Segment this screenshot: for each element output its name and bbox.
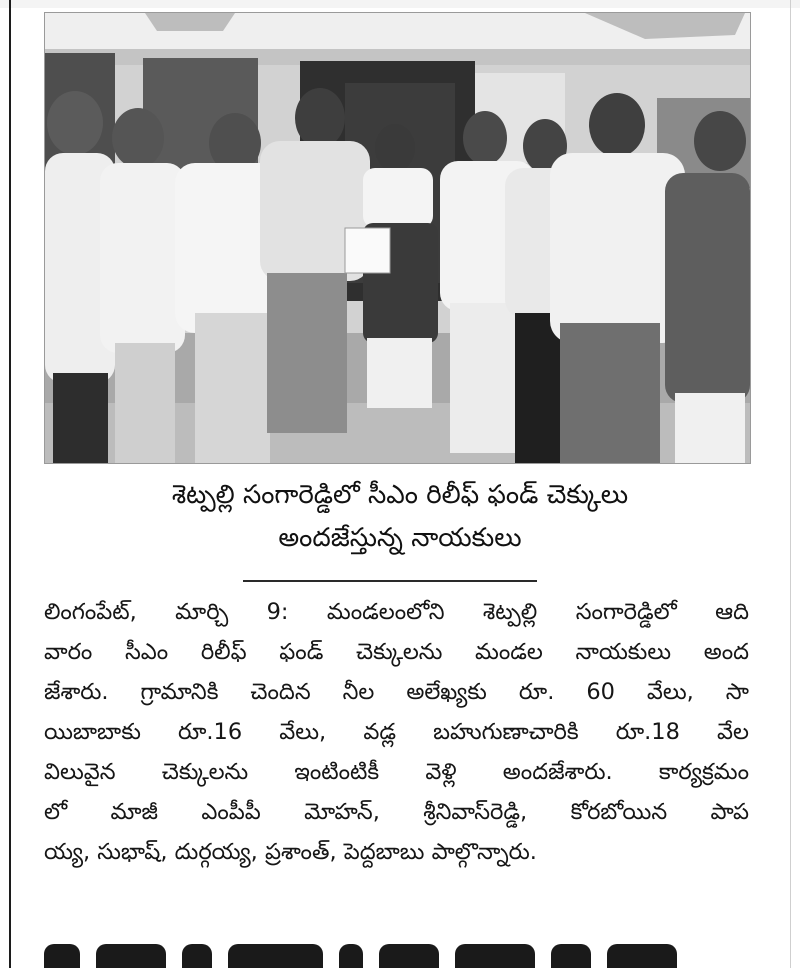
photo-caption-line-1: శెట్పల్లి సంగారెడ్డిలో సీఎం రిలీఫ్ ఫండ్ చెక్కులు xyxy=(171,480,629,510)
next-article-headline-cropped xyxy=(44,934,749,968)
article-body-line: యిబాబాకు రూ.16 వేలు, వడ్ల బహుగుణాచారికి రూ.18 వేల xyxy=(44,719,749,745)
column-right-rule xyxy=(790,0,791,968)
article-body-line: య్య, సుభాష్, దుర్గయ్య, ప్రశాంత్, పెద్దబాబు పాల్గొన్నారు. xyxy=(44,839,537,865)
article-body-line: లింగంపేట్, మార్చి 9: మండలంలోని శెట్పల్లి సంగారెడ్డిలో ఆది xyxy=(44,599,749,625)
article-body xyxy=(44,592,749,872)
article-body-line: విలువైన చెక్కులను ఇంటింటికీ వెళ్లి అందజేశారు. కార్యక్రమం xyxy=(44,759,749,785)
column-left-rule xyxy=(9,0,11,968)
photo-caption-line-2: అందజేస్తున్న నాయకులు xyxy=(278,523,522,553)
article-body-line: వారం సీఎం రిలీఫ్ ఫండ్ చెక్కులను మండల నాయకులు అంద xyxy=(44,639,749,665)
news-photo xyxy=(44,12,751,464)
page-top-edge xyxy=(0,0,800,8)
article-body-line: లో మాజీ ఎంపీపీ మోహన్, శ్రీనివాస్‌రెడ్డి, కోరబోయిన పాప xyxy=(44,799,749,825)
article-body-line: జేశారు. గ్రామానికి చెందిన నీల అలేఖ్యకు రూ. 60 వేలు, సా xyxy=(44,679,749,705)
caption-divider xyxy=(243,580,537,582)
